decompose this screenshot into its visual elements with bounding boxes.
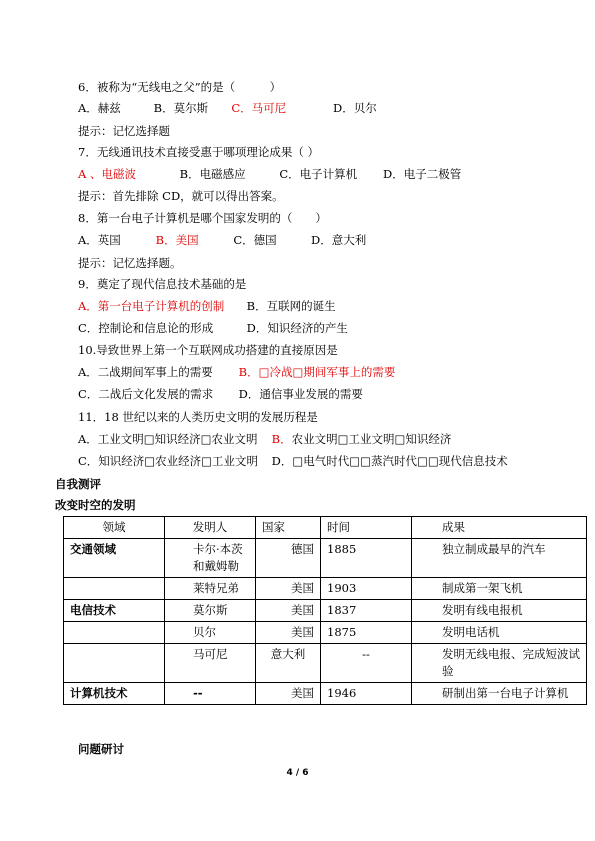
q11-option-d: D．□电气时代□□蒸汽时代□□现代信息技术 xyxy=(271,454,508,468)
q9-option-d: D．知识经济的产生 xyxy=(246,321,348,335)
inventions-table xyxy=(63,516,587,705)
cell-field xyxy=(64,622,165,644)
q8-option-a: A．英国 xyxy=(78,233,121,247)
q6-option-d: D．贝尔 xyxy=(332,101,377,115)
question-8-options xyxy=(78,233,366,248)
q10-option-d: D．通信事业发展的需要 xyxy=(238,387,363,401)
question-9-options-row1 xyxy=(78,299,336,314)
question-6-stem: 6．被称为“无线电之父”的是（ ） xyxy=(78,80,282,94)
q10-option-a: A．二战期间军事上的需要 xyxy=(78,365,213,379)
question-6-hint: 提示：记忆选择题 xyxy=(78,124,170,138)
q6-option-a: A．赫兹 xyxy=(78,101,121,115)
q10-option-b-answer: B．□冷战□期间军事上的需要 xyxy=(238,365,396,379)
question-8-hint: 提示：记忆选择题。 xyxy=(78,256,182,270)
table-header-row xyxy=(64,517,587,539)
question-11-options-row1 xyxy=(78,432,451,447)
question-6-options xyxy=(78,101,377,116)
cell-year: 1875 xyxy=(321,622,412,644)
header-result: 成果 xyxy=(412,517,587,539)
cell-country: 美国 xyxy=(256,622,321,644)
cell-result: 制成第一架飞机 xyxy=(412,578,587,600)
question-11-stem: 11．18 世纪以来的人类历史文明的发展历程是 xyxy=(78,410,318,424)
q8-option-c: C．德国 xyxy=(233,233,277,247)
question-9-options-row2 xyxy=(78,321,348,336)
cell-country: 美国 xyxy=(256,600,321,622)
question-7-options xyxy=(78,167,461,182)
cell-inventor: -- xyxy=(165,683,256,705)
q9-option-c: C．控制论和信息论的形成 xyxy=(78,321,214,335)
q7-option-a-answer: A 、电磁波 xyxy=(78,167,136,181)
cell-field xyxy=(64,578,165,600)
question-11-options-row2 xyxy=(78,454,508,469)
cell-country: 美国 xyxy=(256,578,321,600)
question-7-hint: 提示：首先排除 CD，就可以得出答案。 xyxy=(78,189,284,203)
section-self-eval: 自我测评 xyxy=(55,477,101,491)
question-10-options-row1 xyxy=(78,365,395,380)
cell-country: 意大利 xyxy=(256,644,321,683)
table-row xyxy=(64,683,587,705)
q7-option-d: D．电子二极管 xyxy=(382,167,462,181)
cell-field: 计算机技术 xyxy=(64,683,165,705)
section-discussion: 问题研讨 xyxy=(78,742,124,756)
question-9-stem: 9．奠定了现代信息技术基础的是 xyxy=(78,277,247,291)
question-8-stem: 8．第一台电子计算机是哪个国家发明的（ ） xyxy=(78,211,327,225)
header-country: 国家 xyxy=(256,517,321,539)
q9-option-a-answer: A．第一台电子计算机的创制 xyxy=(78,299,225,313)
q9-option-b: B．互联网的诞生 xyxy=(246,299,336,313)
table-row xyxy=(64,578,587,600)
q6-option-b: B．莫尔斯 xyxy=(153,101,209,115)
cell-country: 德国 xyxy=(256,539,321,578)
cell-field xyxy=(64,644,165,683)
cell-result: 独立制成最早的汽车 xyxy=(412,539,587,578)
table-row xyxy=(64,644,587,683)
cell-result: 发明无线电报、完成短波试验 xyxy=(412,644,587,683)
table-row xyxy=(64,622,587,644)
header-field: 领域 xyxy=(64,517,165,539)
q11-option-b: B．农业文明□工业文明□知识经济 xyxy=(271,432,452,446)
cell-field: 电信技术 xyxy=(64,600,165,622)
cell-year: -- xyxy=(321,644,412,683)
table-row xyxy=(64,600,587,622)
cell-inventor: 贝尔 xyxy=(165,622,256,644)
cell-year: 1837 xyxy=(321,600,412,622)
cell-result: 研制出第一台电子计算机 xyxy=(412,683,587,705)
cell-year: 1885 xyxy=(321,539,412,578)
cell-inventor: 莱特兄弟 xyxy=(165,578,256,600)
q7-option-b: B．电磁感应 xyxy=(179,167,246,181)
cell-result: 发明电话机 xyxy=(412,622,587,644)
header-year: 时间 xyxy=(321,517,412,539)
cell-result: 发明有线电报机 xyxy=(412,600,587,622)
q11-option-a: A．工业文明□知识经济□农业文明 xyxy=(78,432,258,446)
cell-country: 美国 xyxy=(256,683,321,705)
q8-option-b-answer: B．美国 xyxy=(155,233,199,247)
cell-inventor: 莫尔斯 xyxy=(165,600,256,622)
cell-year: 1946 xyxy=(321,683,412,705)
table-row xyxy=(64,539,587,578)
page-number: 4 / 6 xyxy=(286,768,309,778)
cell-inventor: 马可尼 xyxy=(165,644,256,683)
q6-option-c-answer: C．马可尼 xyxy=(231,101,287,115)
q8-option-d: D．意大利 xyxy=(310,233,367,247)
header-inventor: 发明人 xyxy=(165,517,256,539)
q11-option-c: C．知识经济□农业经济□工业文明 xyxy=(78,454,259,468)
question-7-stem: 7．无线通讯技术直接受惠于哪项理论成果（ ） xyxy=(78,145,319,159)
q7-option-c: C．电子计算机 xyxy=(279,167,358,181)
cell-inventor: 卡尔·本茨和戴姆勒 xyxy=(165,539,256,578)
q11-option-b-text: 农业文明□工业文明□知识经济 xyxy=(291,432,452,446)
cell-field: 交通领域 xyxy=(64,539,165,578)
section-inventions: 改变时空的发明 xyxy=(55,498,136,512)
question-10-options-row2 xyxy=(78,387,363,402)
question-10-stem: 10.导致世界上第一个互联网成功搭建的直接原因是 xyxy=(78,343,338,357)
cell-year: 1903 xyxy=(321,578,412,600)
q10-option-c: C．二战后文化发展的需求 xyxy=(78,387,214,401)
